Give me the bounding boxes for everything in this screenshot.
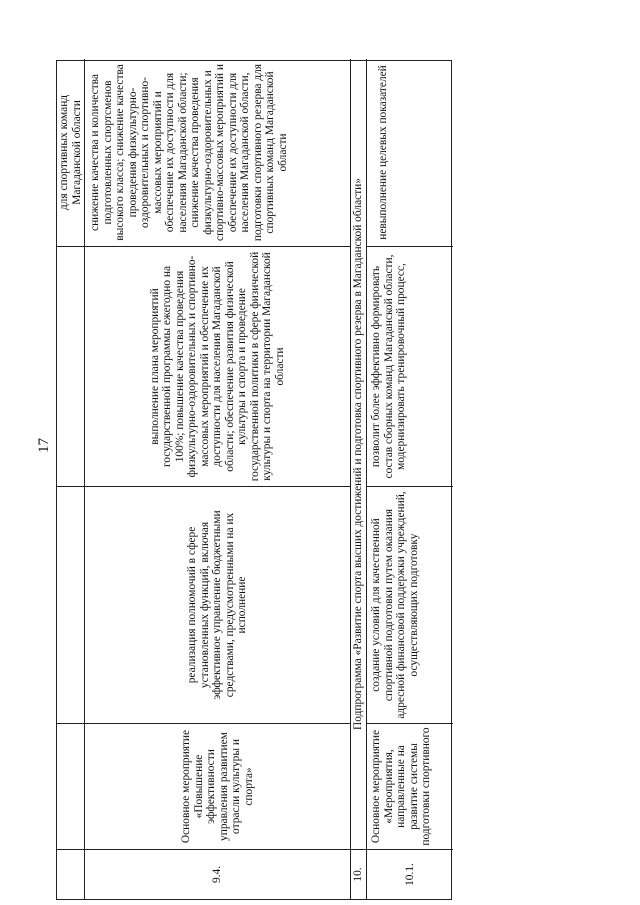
cell-content: реализация полномочий в сфере установленных функций, включая эффективное управление бюджетными средствами, предусмотренными на их исполнение xyxy=(85,486,350,723)
subprogram-title: Подпрограмма «Развитие спорта высших достижений и подготовка спортивного резерва в Магаданской области» xyxy=(352,178,365,730)
cell-event: Основное мероприятие «Повышение эффективности управления развитием отрасли культуры и спорта» xyxy=(85,723,350,849)
cell-risk: невыполнение целевых показателей xyxy=(377,65,389,240)
cell-event xyxy=(57,723,84,849)
cell-num: 10. xyxy=(351,849,366,899)
cell-num: 9.4. xyxy=(85,849,350,899)
cell-result: позволит более эффективно формировать состав сборных команд Магаданской области, модернизировать тренировочный процесс, xyxy=(367,246,453,486)
cell-risk: снижение качества и количества подготовленных спортсменов высокого класса; снижение качества проведения физкультурно-оздоровительных и спортивно-массовых мероприятий и обеспечение их доступности для населения Магаданской области; снижение качества проведения физкультурно-оздоровительных и спортивно-массовых мероприятий и обеспечение их доступности для населения Магаданской области, подготовки спортивного резерва для спортивных команд Магаданской области xyxy=(89,63,289,242)
cell-risk: для спортивных команд Магаданской области xyxy=(58,94,83,211)
cell-result xyxy=(57,246,84,486)
table-row-subprogram xyxy=(351,59,367,899)
cell-num xyxy=(57,849,84,899)
cell-content xyxy=(57,486,84,723)
table-row-10-1 xyxy=(367,59,453,899)
cell-content: создание условий для качественной спортивной подготовки путем оказания адресной финансовой поддержки учреждений, осуществляющих подготовку xyxy=(367,486,453,723)
cell-num: 10.1. xyxy=(367,849,453,899)
program-table-rotated xyxy=(56,60,452,900)
table-row xyxy=(57,59,85,899)
cell-result: выполнение плана мероприятий государственной программы ежегодно на 100%; повышение качества проведения физкультурно-оздоровительных и спортивно-массовых мероприятий и обеспечение их доступности для населения Магаданской области; обеспечение развития физической культуры и спорта и проведение государственной политики в сфере физической культуры и спорта на территории Магаданской области xyxy=(85,246,350,486)
table-row-9-4 xyxy=(85,59,351,899)
page-number: 17 xyxy=(35,437,52,453)
cell-event: Основное мероприятие «Мероприятия, направленные на развитие системы подготовки спортивного xyxy=(367,723,453,849)
program-table xyxy=(56,60,452,900)
